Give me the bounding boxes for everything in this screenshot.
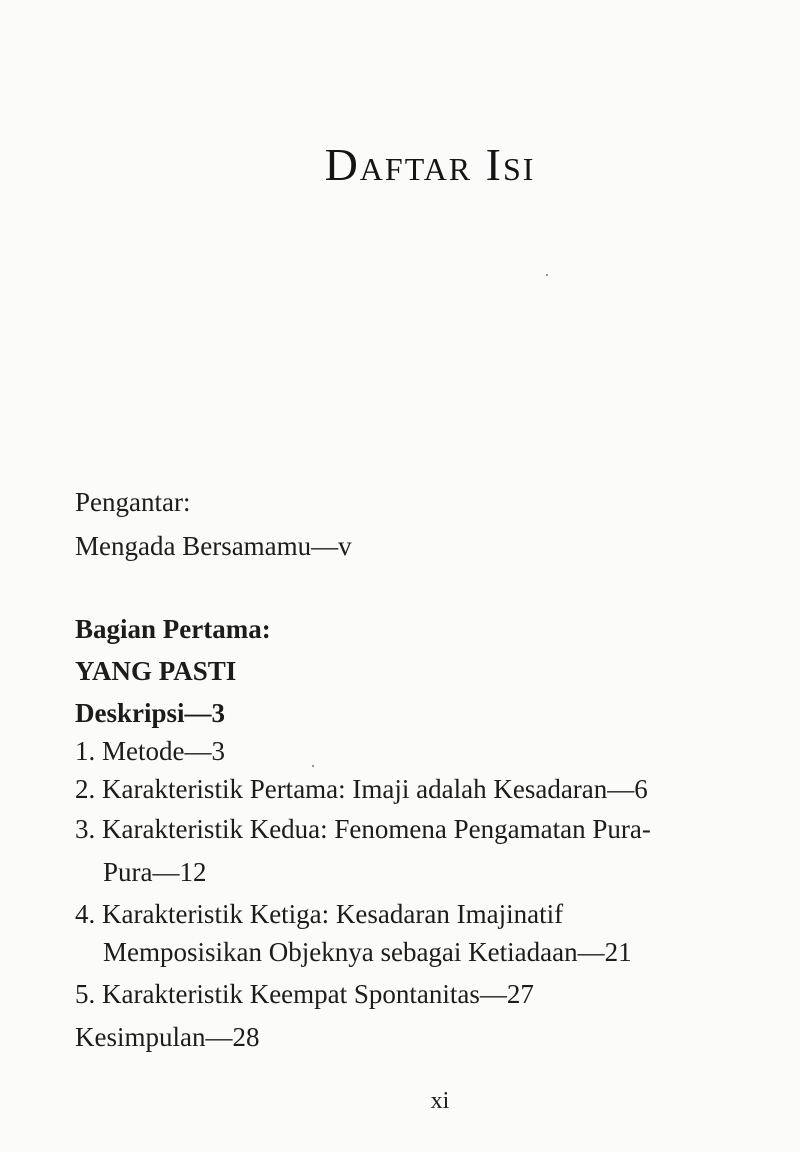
- toc-entry-1: 1. Metode—3: [75, 736, 225, 766]
- section-heading: Deskripsi—3: [75, 698, 226, 728]
- conclusion-entry: Kesimpulan—28: [75, 1022, 260, 1052]
- paper-speck: [312, 765, 314, 767]
- toc-entry-4: 4. Karakteristik Ketiga: Kesadaran Imajinatif: [75, 899, 564, 929]
- intro-entry: Mengada Bersamamu—v: [75, 531, 352, 561]
- toc-entry-3-continuation: Pura—12: [103, 857, 207, 887]
- page-number: xi: [430, 1088, 450, 1114]
- paper-speck: [546, 274, 548, 276]
- toc-entry-4-continuation: Memposisikan Objeknya sebagai Ketiadaan—21: [103, 937, 632, 967]
- toc-entry-3: 3. Karakteristik Kedua: Fenomena Pengamatan Pura-: [75, 814, 651, 844]
- part-name: YANG PASTI: [75, 656, 237, 686]
- page-title: Daftar Isi: [324, 139, 536, 190]
- toc-entry-5: 5. Karakteristik Keempat Spontanitas—27: [75, 979, 534, 1009]
- part-label: Bagian Pertama:: [75, 614, 271, 644]
- intro-heading: Pengantar:: [75, 487, 191, 517]
- toc-entry-2: 2. Karakteristik Pertama: Imaji adalah Kesadaran—6: [75, 774, 648, 804]
